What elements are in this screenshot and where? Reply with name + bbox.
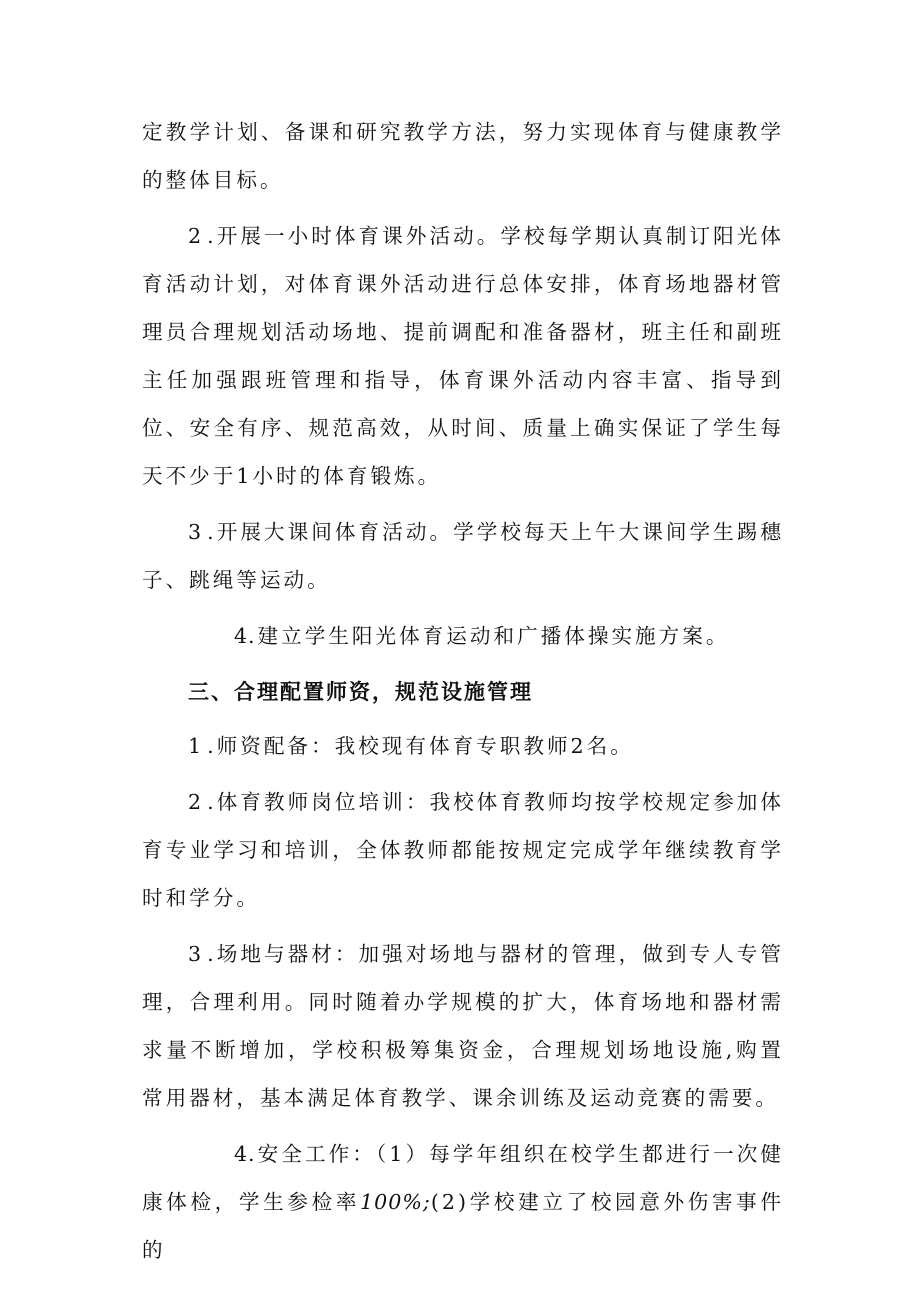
item-number: 3 <box>188 942 208 966</box>
paragraph-item-4-safety <box>142 1130 784 1274</box>
paragraph-item-2-activities <box>142 212 784 500</box>
paragraph-text: .开展大课间体育活动。学学校每天上午大课间学生踢穗子、跳绳等运动。 <box>142 520 784 592</box>
paragraph-continuation <box>142 108 784 204</box>
paragraph-text: (2)学校建立了校园意外伤害事件的 <box>142 1190 784 1262</box>
item-number: 1 <box>188 734 208 758</box>
paragraph-item-3-facilities <box>142 930 784 1122</box>
paragraph-text: .师资配备：我校现有体育专职教师2名。 <box>207 734 634 758</box>
paragraph-item-2-training <box>142 778 784 922</box>
paragraph-item-3-break <box>142 508 784 604</box>
paragraph-item-4-plan <box>142 612 784 660</box>
item-number: 2 <box>188 224 208 248</box>
percentage-value: 100%; <box>360 1190 431 1214</box>
item-number: 4 <box>234 624 248 648</box>
paragraph-text: .体育教师岗位培训：我校体育教师均按学校规定参加体育专业学习和培训，全体教师都能按规定完成学年继续教育学时和学分。 <box>142 790 784 910</box>
document-page <box>142 108 784 1282</box>
section-heading: 三、合理配置师资，规范设施管理 <box>188 680 533 704</box>
item-number: 2 <box>188 790 208 814</box>
paragraph-item-1-staff <box>142 722 784 770</box>
paragraph-text: .安全工作：（1）每学年组织在校学生都进行一次健康体检，学生参检率 <box>142 1142 784 1214</box>
paragraph-text: .开展一小时体育课外活动。学校每学期认真制订阳光体育活动计划，对体育课外活动进行总体安排，体育场地器材管理员合理规划活动场地、提前调配和准备器材，班主任和副班主任加强跟班管理和指导，体育课外活动内容丰富、指导到位、安全有序、规范高效，从时间、质量上确实保证了学生每天不少于1小时的体育锻炼。 <box>142 224 784 488</box>
item-number: 3 <box>188 520 208 544</box>
paragraph-text: 定教学计划、备课和研究教学方法，努力实现体育与健康教学的整体目标。 <box>142 120 784 192</box>
item-number: 4 <box>234 1142 248 1166</box>
paragraph-text: .场地与器材：加强对场地与器材的管理，做到专人专管理，合理利用。同时随着办学规模的扩大，体育场地和器材需求量不断增加，学校积极筹集资金，合理规划场地设施,购置常用器材，基本满足体育教学、课余训练及运动竞赛的需要。 <box>142 942 784 1110</box>
paragraph-text: .建立学生阳光体育运动和广播体操实施方案。 <box>248 624 730 648</box>
